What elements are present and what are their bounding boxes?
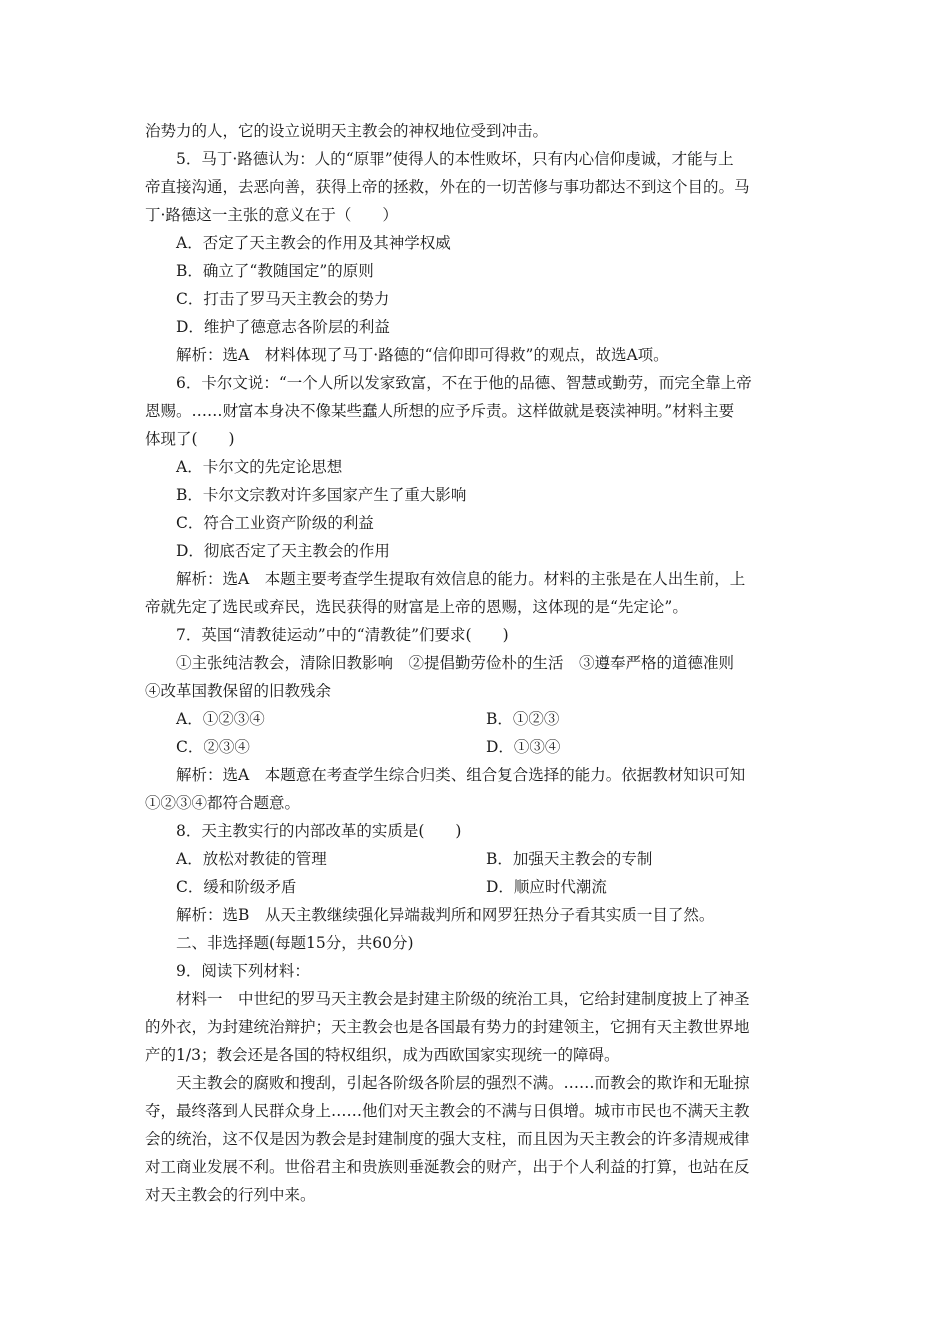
answer-analysis: 解析：选A 材料体现了马丁·路德的“信仰即可得救”的观点，故选A项。 — [176, 346, 669, 364]
option-a: A．否定了天主教会的作用及其神学权威 — [176, 234, 451, 252]
answer-analysis: 解析：选A 本题意在考查学生综合归类、组合复合选择的能力。依据教材知识可知 — [176, 766, 746, 784]
question-5-stem: 5．马丁·路德认为：人的“原罪”使得人的本性败坏，只有内心信仰虔诚，才能与上 — [176, 150, 734, 168]
answer-analysis: 解析：选B 从天主教继续强化异端裁判所和网罗狂热分子看其实质一目了然。 — [176, 906, 715, 924]
option-c: C．缓和阶级矛盾 — [176, 878, 297, 896]
text-line: ④改革国教保留的旧教残余 — [145, 682, 332, 700]
section-heading: 二、非选择题(每题15分，共60分) — [176, 934, 414, 952]
option-row — [145, 845, 810, 873]
text-line: ①②③④都符合题意。 — [145, 794, 301, 812]
text-line: 对工商业发展不利。世俗君主和贵族则垂涎教会的财产，出于个人利益的打算，也站在反 — [145, 1158, 750, 1176]
material-paragraph: 天主教会的腐败和搜刮，引起各阶级各阶层的强烈不满。……而教会的欺诈和无耻掠 — [176, 1074, 750, 1092]
text-line: 产的1/3；教会还是各国的特权组织，成为西欧国家实现统一的障碍。 — [145, 1046, 620, 1064]
option-c: C．②③④ — [176, 738, 250, 756]
text-line: 治势力的人，它的设立说明天主教会的神权地位受到冲击。 — [145, 122, 549, 140]
option-row — [145, 873, 810, 901]
option-b: B．卡尔文宗教对许多国家产生了重大影响 — [176, 486, 467, 504]
text-line: 帝就先定了选民或弃民，选民获得的财富是上帝的恩赐，这体现的是“先定论”。 — [145, 598, 688, 616]
option-c: C．符合工业资产阶级的利益 — [176, 514, 374, 532]
material-1: 材料一 中世纪的罗马天主教会是封建主阶级的统治工具，它给封建制度披上了神圣 — [176, 990, 750, 1008]
option-c: C．打击了罗马天主教会的势力 — [176, 290, 390, 308]
text-line: 的外衣，为封建统治辩护；天主教会也是各国最有势力的封建领主，它拥有天主教世界地 — [145, 1018, 750, 1036]
text-line: 丁·路德这一主张的意义在于（ ） — [145, 206, 398, 224]
question-9-stem: 9．阅读下列材料： — [176, 962, 310, 980]
option-row — [145, 705, 810, 733]
option-b: B．加强天主教会的专制 — [486, 850, 653, 868]
statement-list: ①主张纯洁教会，清除旧教影响 ②提倡勤劳俭朴的生活 ③遵奉严格的道德准则 — [176, 654, 735, 672]
option-a: A．①②③④ — [176, 710, 265, 728]
answer-analysis: 解析：选A 本题主要考查学生提取有效信息的能力。材料的主张是在人出生前，上 — [176, 570, 746, 588]
question-7-stem: 7．英国“清教徒运动”中的“清教徒”们要求( ) — [176, 626, 509, 644]
option-d: D．顺应时代潮流 — [486, 878, 607, 896]
option-a: A．卡尔文的先定论思想 — [176, 458, 343, 476]
question-6-stem: 6．卡尔文说：“一个人所以发家致富，不在于他的品德、智慧或勤劳，而完全靠上帝 — [176, 374, 752, 392]
text-line: 帝直接沟通，去恶向善，获得上帝的拯救，外在的一切苦修与事功都达不到这个目的。马 — [145, 178, 750, 196]
option-b: B．确立了“教随国定”的原则 — [176, 262, 374, 280]
text-line: 夺，最终落到人民群众身上……他们对天主教会的不满与日俱增。城市市民也不满天主教 — [145, 1102, 750, 1120]
option-a: A．放松对教徒的管理 — [176, 850, 327, 868]
option-d: D．维护了德意志各阶层的利益 — [176, 318, 390, 336]
text-line: 对天主教会的行列中来。 — [145, 1186, 316, 1204]
text-line: 会的统治，这不仅是因为教会是封建制度的强大支柱，而且因为天主教会的许多清规戒律 — [145, 1130, 750, 1148]
option-d: D．彻底否定了天主教会的作用 — [176, 542, 390, 560]
option-d: D．①③④ — [486, 738, 561, 756]
question-8-stem: 8．天主教实行的内部改革的实质是( ) — [176, 822, 462, 840]
option-row — [145, 733, 810, 761]
text-line: 恩赐。……财富本身决不像某些蠢人所想的应予斥责。这样做就是亵渎神明。”材料主要 — [145, 402, 735, 420]
document-body — [145, 117, 810, 1209]
option-b: B．①②③ — [486, 710, 560, 728]
text-line: 体现了( ) — [145, 430, 235, 448]
